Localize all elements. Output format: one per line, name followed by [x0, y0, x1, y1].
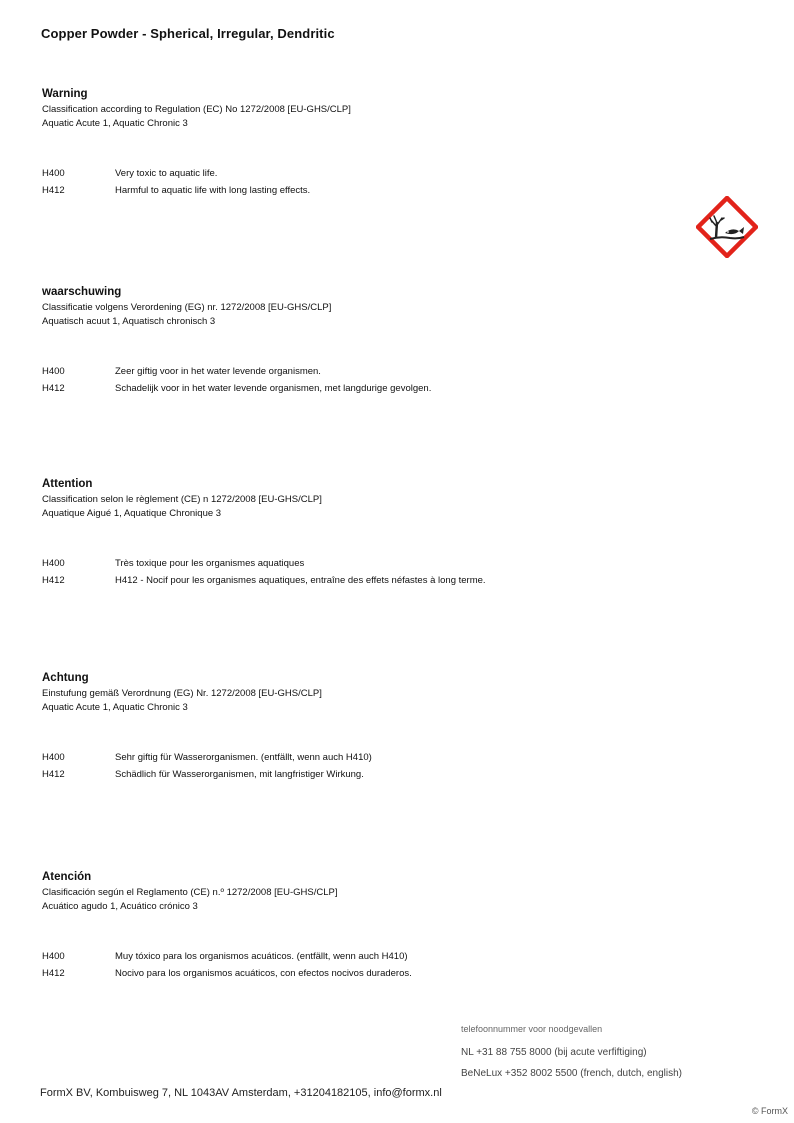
classification-regulation: Classificatie volgens Verordening (EG) nr. 1272/2008 [EU-GHS/CLP] [42, 302, 332, 313]
hazard-statement [42, 380, 742, 397]
hazard-code: H412 [42, 185, 65, 196]
signal-word: Warning [42, 88, 88, 100]
hazard-text: Sehr giftig für Wasserorganismen. (entfällt, wenn auch H410) [115, 752, 372, 763]
hazard-text: Nocivo para los organismos acuáticos, con efectos nocivos duraderos. [115, 968, 412, 979]
hazard-statement [42, 165, 742, 182]
hazard-text: Muy tóxico para los organismos acuáticos. (entfällt, wenn auch H410) [115, 951, 408, 962]
section-english [42, 88, 742, 199]
classification-regulation: Classification selon le règlement (CE) n 1272/2008 [EU-GHS/CLP] [42, 494, 322, 505]
copyright: © FormX [751, 1106, 788, 1116]
hazard-statement [42, 948, 742, 965]
section-spanish [42, 871, 742, 982]
classification-regulation: Einstufung gemäß Verordnung (EG) Nr. 1272/2008 [EU-GHS/CLP] [42, 688, 322, 699]
emergency-contact [461, 1024, 682, 1084]
hazard-statement [42, 572, 742, 589]
hazard-statement [42, 182, 742, 199]
signal-word: waarschuwing [42, 286, 122, 298]
section-dutch [42, 286, 742, 397]
hazard-text: Zeer giftig voor in het water levende organismen. [115, 366, 321, 377]
hazard-statements [42, 749, 742, 783]
classification-regulation: Clasificación según el Reglamento (CE) n.º 1272/2008 [EU-GHS/CLP] [42, 887, 338, 898]
ghs09-environment-icon [696, 196, 758, 258]
hazard-statement [42, 749, 742, 766]
hazard-statements [42, 165, 742, 199]
hazard-statement [42, 555, 742, 572]
signal-word: Atención [42, 871, 92, 883]
emergency-phone-benelux: BeNeLux +352 8002 5500 (french, dutch, english) [461, 1068, 682, 1079]
hazard-code: H400 [42, 951, 65, 962]
hazard-text: Harmful to aquatic life with long lasting effects. [115, 185, 311, 196]
signal-word: Achtung [42, 672, 89, 684]
hazard-code: H400 [42, 366, 65, 377]
hazard-code: H400 [42, 558, 65, 569]
section-german [42, 672, 742, 783]
hazard-text: Schadelijk voor in het water levende organismen, met langdurige gevolgen. [115, 383, 432, 394]
hazard-statement [42, 766, 742, 783]
hazard-code: H412 [42, 575, 65, 586]
signal-word: Attention [42, 478, 93, 490]
classification-categories: Aquatique Aigué 1, Aquatique Chronique 3 [42, 508, 222, 519]
hazard-code: H400 [42, 752, 65, 763]
hazard-text: Very toxic to aquatic life. [115, 168, 218, 179]
hazard-text: Très toxique pour les organismes aquatiques [115, 558, 305, 569]
emergency-phone-nl: NL +31 88 755 8000 (bij acute verfiftiging) [461, 1047, 647, 1058]
hazard-code: H400 [42, 168, 65, 179]
classification-categories: Aquatic Acute 1, Aquatic Chronic 3 [42, 118, 188, 129]
company-footer: FormX BV, Kombuisweg 7, NL 1043AV Amsterdam, +31204182105, info@formx.nl [40, 1087, 442, 1099]
hazard-statement [42, 363, 742, 380]
hazard-statements [42, 363, 742, 397]
classification-regulation: Classification according to Regulation (EC) No 1272/2008 [EU-GHS/CLP] [42, 104, 351, 115]
classification-categories: Aquatisch acuut 1, Aquatisch chronisch 3 [42, 316, 216, 327]
classification-categories: Acuático agudo 1, Acuático crónico 3 [42, 901, 198, 912]
hazard-code: H412 [42, 769, 65, 780]
section-french [42, 478, 742, 589]
hazard-text: Schädlich für Wasserorganismen, mit langfristiger Wirkung. [115, 769, 364, 780]
hazard-text: H412 - Nocif pour les organismes aquatiques, entraîne des effets néfastes à long terme. [115, 575, 486, 586]
document-title: Copper Powder - Spherical, Irregular, Dendritic [41, 26, 335, 41]
hazard-code: H412 [42, 968, 65, 979]
hazard-code: H412 [42, 383, 65, 394]
hazard-statements [42, 555, 742, 589]
hazard-statement [42, 965, 742, 982]
hazard-statements [42, 948, 742, 982]
classification-categories: Aquatic Acute 1, Aquatic Chronic 3 [42, 702, 188, 713]
emergency-label: telefoonnummer voor noodgevallen [461, 1024, 603, 1034]
